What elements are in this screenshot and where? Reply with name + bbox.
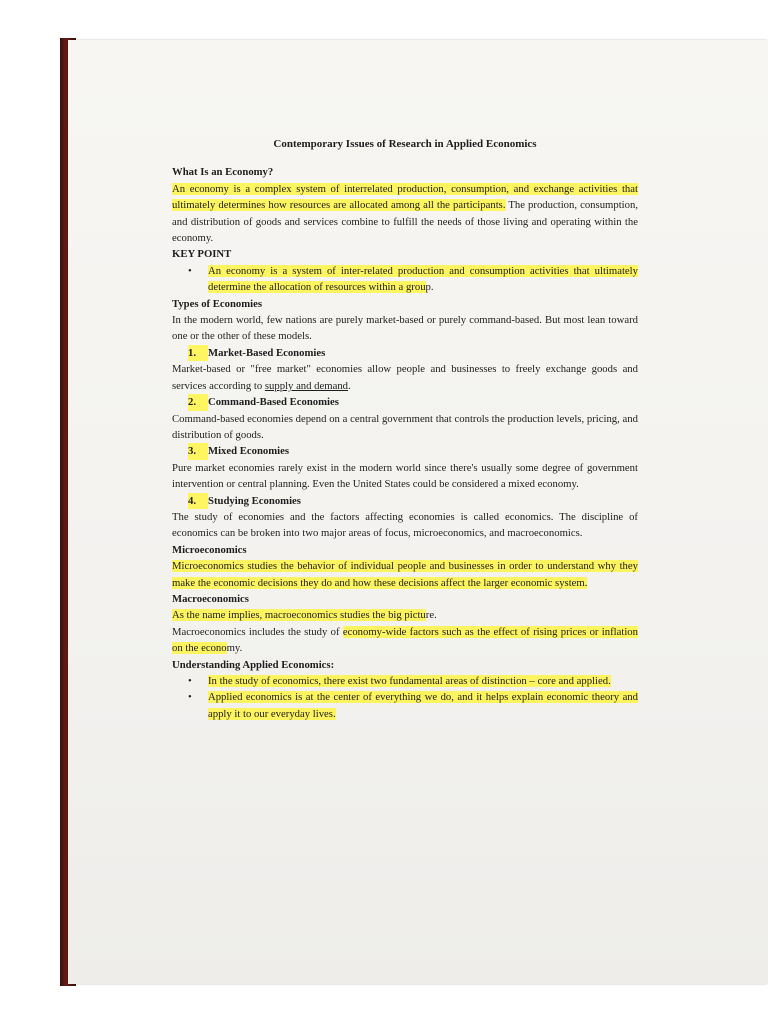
document-title: Contemporary Issues of Research in Applied Economics: [273, 138, 537, 150]
supply-demand-link[interactable]: supply and demand: [264, 379, 349, 392]
paragraph-command-based: Command-based economies depend on a central government that controls the production levels, pricing, and distribution of goods.: [172, 412, 638, 441]
paragraph-macroeconomics-1: As the name implies, macroeconomics studies the big picture.: [172, 609, 437, 622]
key-point-list: [172, 263, 638, 296]
section-number: 3.: [188, 443, 208, 459]
section-number: 2.: [188, 394, 208, 410]
paragraph-what-is-economy: An economy is a complex system of interrelated production, consumption, and exchange activities that ultimately determines how resources are allocated among all the participants. The production, consumption, and distribution of goods and services combine to fulfill the needs of those living and operating within the economy.: [172, 182, 638, 245]
section-heading-3: 3. Mixed Economies: [188, 443, 638, 459]
paragraph-studying: The study of economies and the factors affecting economies is called economics. The discipline of economics can be broken into two major areas of focus, microeconomics, and macroeconomics.: [172, 510, 638, 540]
paragraph-types: In the modern world, few nations are purely market-based or purely command-based. But most lean toward one or the other of these models.: [172, 314, 638, 343]
highlight: An economy is a system of inter-related production and consumption activities that ultimately determine the allocation of resources within a grou: [208, 264, 638, 294]
heading-key-point: KEY POINT: [172, 248, 232, 261]
heading-applied-economics: Understanding Applied Economics:: [172, 658, 335, 671]
heading-macroeconomics: Macroeconomics: [172, 592, 249, 605]
paragraph-macroeconomics-2: Macroeconomics includes the study of economy-wide factors such as the effect of rising prices or inflation on the economy.: [172, 625, 638, 655]
highlight: Microeconomics studies the behavior of individual people and businesses in order to understand why they make the economic decisions they do and how these decisions affect the larger economic system.: [172, 560, 638, 589]
highlight: As the name implies, macroeconomics studies the big pictu: [172, 609, 426, 622]
highlight: economy-wide factors such as the effect of rising prices or inflation on the econo: [172, 625, 638, 655]
applied-list: [172, 673, 638, 722]
paragraph-mixed: Pure market economies rarely exist in the modern world since there's usually some degree of government intervention or central planning. Even the United States could be considered a mixed economy.: [172, 461, 638, 491]
highlight: An economy is a complex system of interrelated production, consumption, and exchange activities that ultimately determines how resources are allocated among all the participants.: [172, 182, 638, 212]
heading-what-is-economy: What Is an Economy?: [172, 166, 274, 179]
section-heading-4: 4. Studying Economies: [188, 493, 638, 509]
heading-microeconomics: Microeconomics: [172, 543, 247, 556]
highlight: In the study of economics, there exist two fundamental areas of distinction – core and applied.: [208, 675, 611, 687]
highlight: Applied economics is at the center of everything we do, and it helps explain economic theory and apply it to our everyday lives.: [208, 691, 638, 720]
section-heading-2: 2. Command-Based Economies: [188, 394, 638, 410]
list-item: • An economy is a system of inter-related production and consumption activities that ultimately determine the allocation of resources within a group.: [188, 264, 638, 294]
section-number: 1.: [188, 345, 208, 361]
document-body: [172, 136, 638, 722]
paragraph-market-based: Market-based or "free market" economies allow people and businesses to freely exchange goods and services according to supply and demand.: [172, 363, 638, 392]
section-heading-1: 1. Market-Based Economies: [188, 345, 638, 361]
heading-types-of-economies: Types of Economies: [172, 297, 263, 310]
paragraph-microeconomics: [172, 558, 638, 591]
section-number: 4.: [188, 493, 208, 509]
list-item: • Applied economics is at the center of everything we do, and it helps explain economic theory and apply it to our everyday lives.: [188, 691, 638, 720]
list-item: • In the study of economics, there exist two fundamental areas of distinction – core and applied.: [188, 675, 611, 687]
